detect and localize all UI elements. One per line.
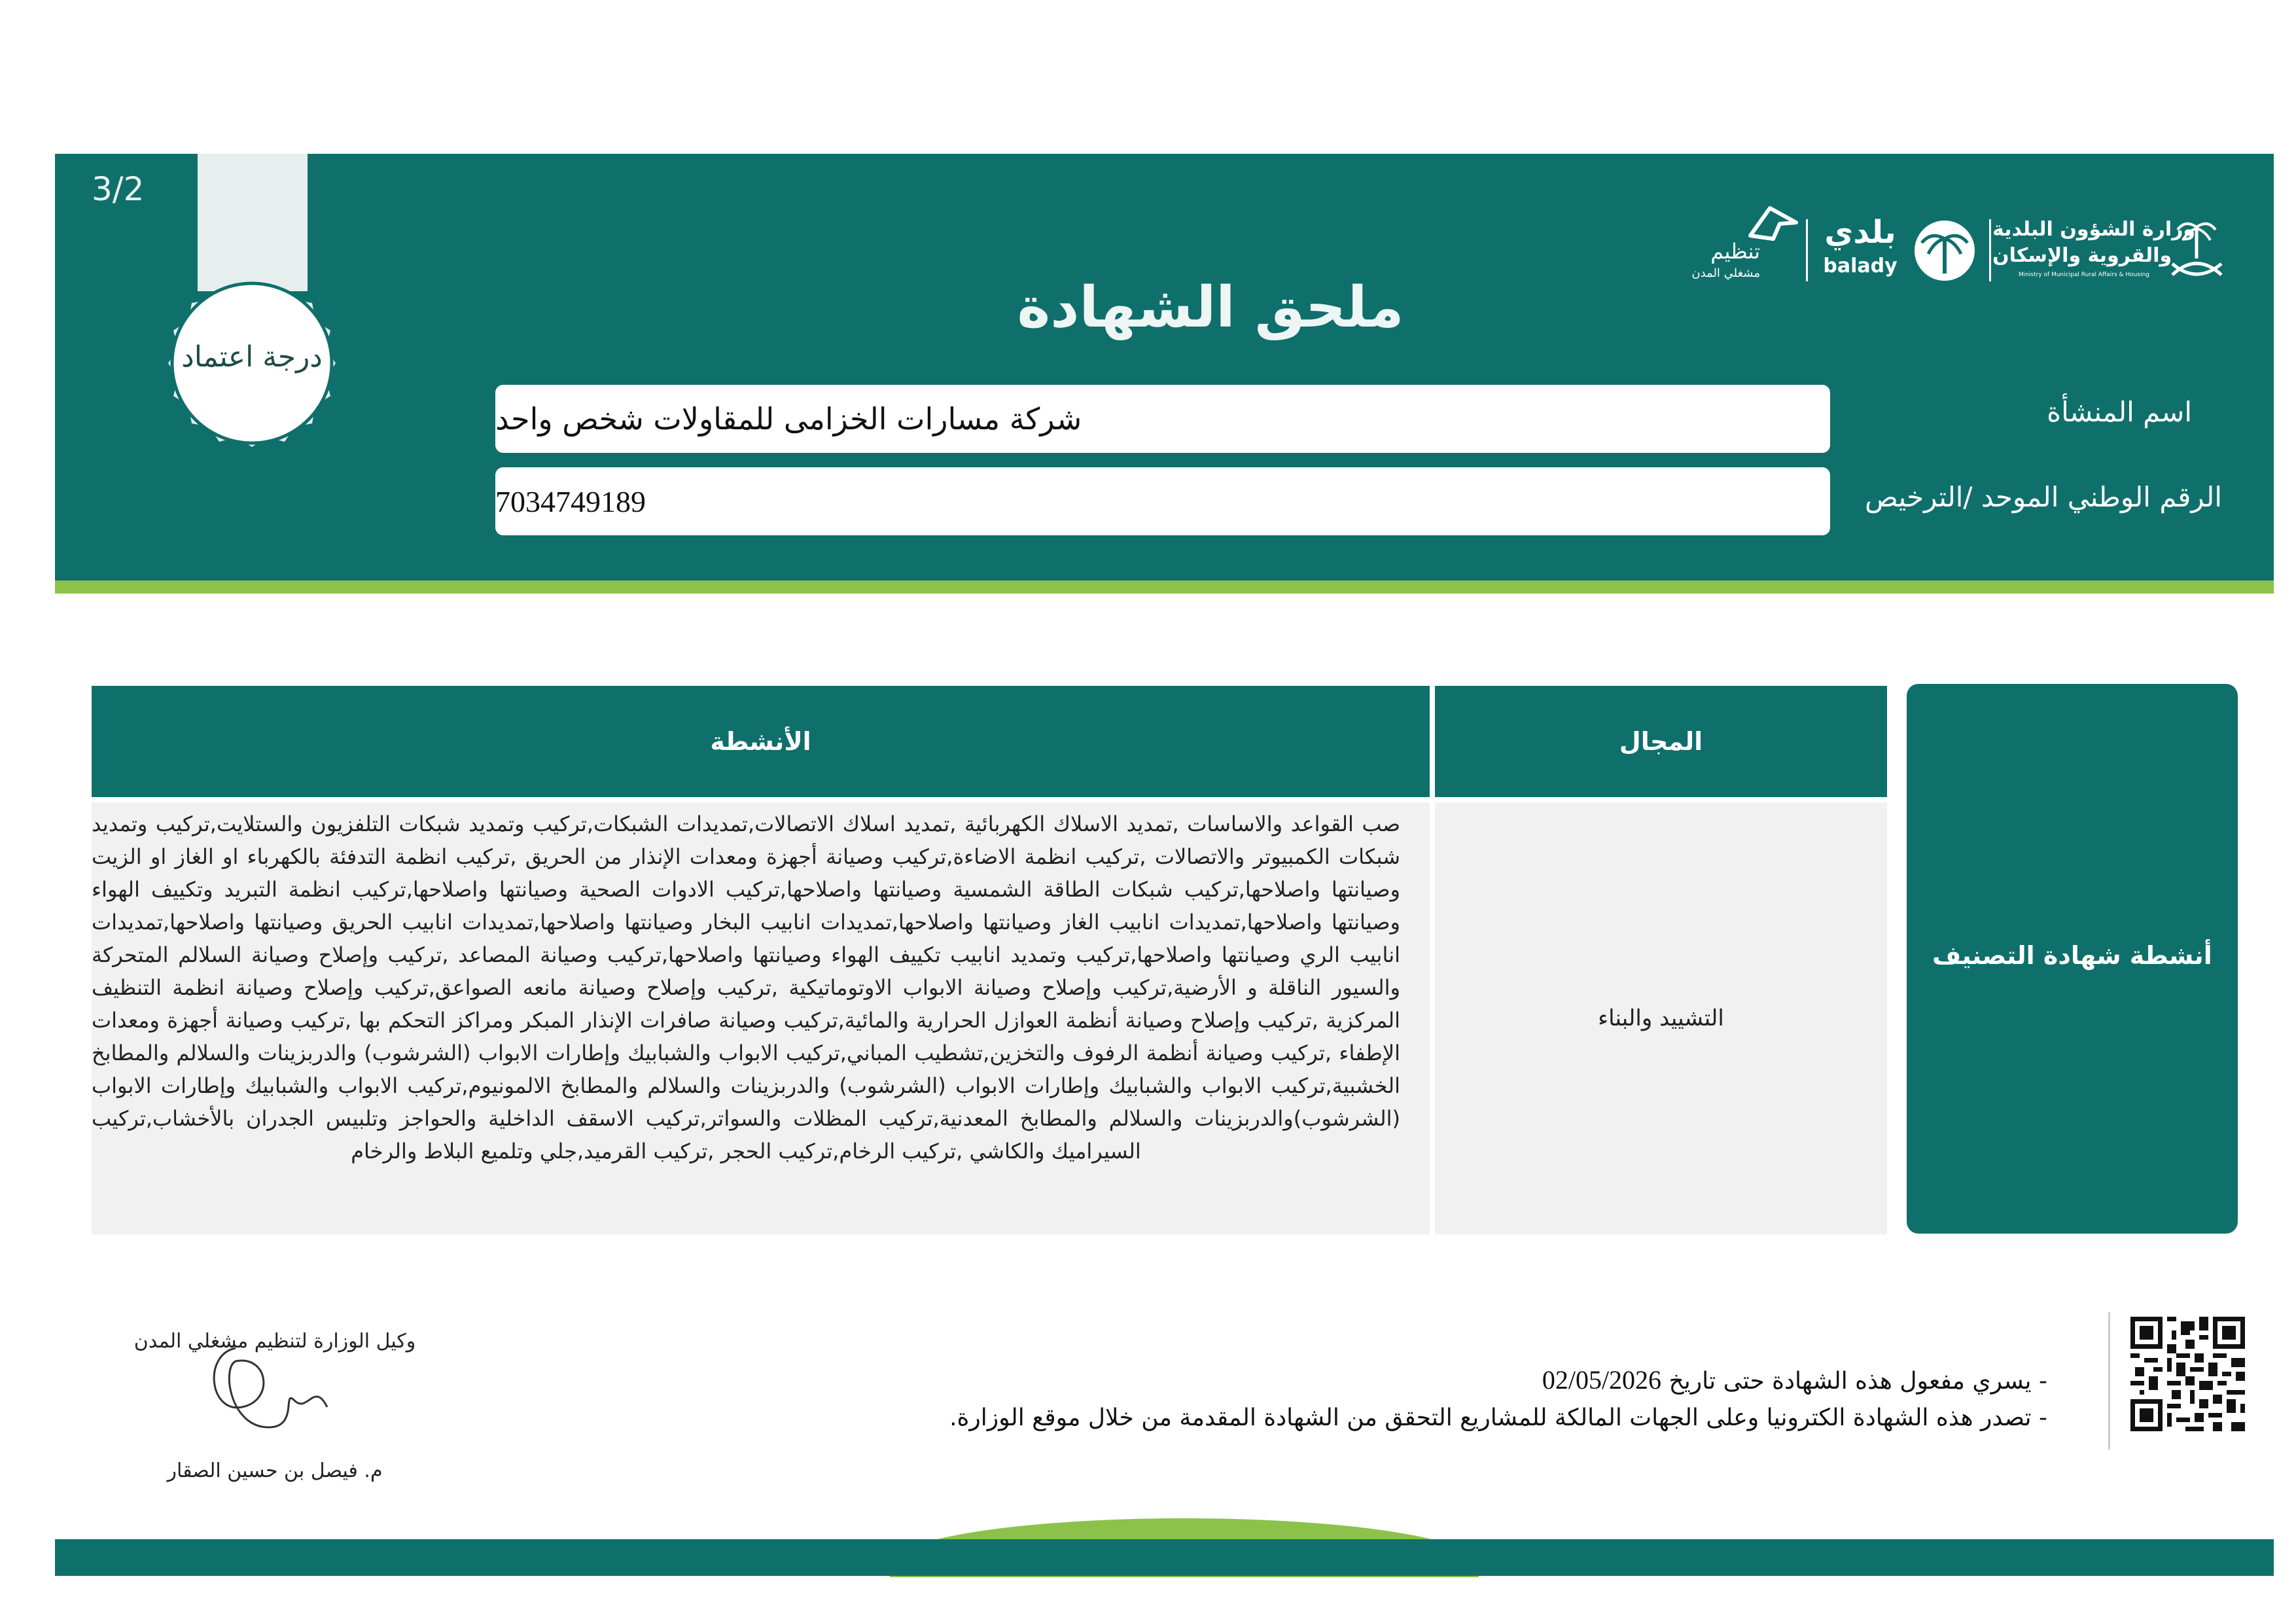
signatory-title: وكيل الوزارة لتنظيم مشغلي المدن — [133, 1330, 416, 1353]
balady-en-text: balady — [1823, 255, 1898, 277]
national-number-field — [495, 467, 1830, 535]
footer-bar — [55, 1539, 2274, 1576]
national-number-value: 7034749189 — [495, 484, 646, 518]
header-accent-line — [55, 580, 2274, 594]
field-value: التشييد والبناء — [1598, 1005, 1724, 1031]
verification-note: - تصدر هذه الشهادة الكترونيا وعلى الجهات المالكة للمشاريع التحقق من الشهادة المقدمة من خلال موقع الوزارة. — [949, 1404, 2047, 1431]
logo-divider-2 — [1989, 219, 1991, 281]
seal-label: درجة اعتماد — [181, 340, 323, 374]
validity-date: 02/05/2026 — [1542, 1365, 1662, 1395]
balady-ar-text: بلدي — [1824, 214, 1896, 251]
logos — [1662, 200, 2238, 291]
column-header-activities: الأنشطة — [92, 686, 1430, 797]
tanzeem-text: تنظيم — [1710, 239, 1760, 264]
ministry-name-en: Ministry of Municipal Rural Affairs & Housing — [2018, 272, 2149, 278]
facility-name-value: شركة مسارات الخزامى للمقاولات شخص واحد — [495, 401, 1082, 437]
saudi-emblem-icon — [2159, 213, 2234, 288]
classification-side-title: أنشطة شهادة التصنيف — [1932, 941, 2212, 970]
tanzeem-logo-icon — [1744, 203, 1803, 242]
facility-name-field — [495, 385, 1830, 453]
logo-divider — [1806, 219, 1808, 281]
tanzeem-subtext: مشغلي المدن — [1691, 266, 1760, 280]
national-number-label: الرقم الوطني الموحد /الترخيص — [1865, 481, 2222, 513]
facility-name-label: اسم المنشأة — [2047, 396, 2192, 428]
palm-emblem-icon — [1912, 218, 1977, 283]
page-number: 3/2 — [92, 170, 145, 208]
qr-separator — [2108, 1312, 2110, 1450]
activities-text: صب القواعد والاساسات ,تمديد الاسلاك الكهربائية ,تمديد اسلاك الاتصالات,تمديدات الشبكات,تركيب وتمديد شبكات التلفزيون والستلايت,تركيب وتمديد شبكات الكمبيوتر والاتصالات ,تركيب انظمة الاضاءة,تركيب وصيانة أجهزة ومعدات الإنذار من الحريق ,تركيب انظمة التدفئة بالكهرباء او الغاز او الزيت وصيانتها واصلاحها,تركيب شبكات الطاقة الشمسية وصيانتها واصلاحها,تركيب الادوات الصحية وصيانتها واصلاحها,تركيب انظمة التبريد وتكييف الهواء وصيانتها واصلاحها,تمديدات انابيب الغاز وصيانتها واصلاحها,تمديدات انابيب البخار وصيانتها واصلاحها,تمديدات انابيب الحريق وصيانتها واصلاحها,تمديدات انابيب الري وصيانتها واصلاحها,تركيب وتمديد انابيب تكييف الهواء وصيانتها واصلاحها,تركيب وصيانة المصاعد ,تركيب وإصلاح وصيانة السلالم المتحركة والسيور الناقلة و الأرضية,تركيب وإصلاح وصيانة الابواب الاوتوماتيكية ,تركيب وإصلاح وصيانة مانعه الصواعق,تركيب وإصلاح وصيانة انظمة التنظيف المركزية ,تركيب وإصلاح وصيانة أنظمة العوازل الحرارية والمائية,تركيب وصيانة صافرات الإنذار المبكر ومراكز التحكم بها ,تركيب وصيانة أجهزة ومعدات الإطفاء ,تركيب وصيانة أنظمة الرفوف والتخزين,تشطيب المباني,تركيب الابواب والشبابيك وإطارات الابواب (الشرشوب) والدربزينات والسلالم والمطابخ الخشبية,تركيب الابواب والشبابيك وإطارات الابواب (الشرشوب) والدربزينات والسلالم والمطابخ الالمونيوم,تركيب الابواب والشبابيك وإطارات الابواب (الشرشوب)والدربزينات والسلالم والمطابخ المعدنية,تركيب المظلات والسواتر,تركيب الاسقف الداخلية والحواجز وتلبيس الجدران بالأخشاب,تركيب السيراميك والكاشي ,تركيب الرخام,تركيب الحجر ,تركيب القرميد,جلي وتلميع البلاط والرخام — [92, 812, 1400, 1164]
validity-text: - يسري مفعول هذه الشهادة حتى تاريخ — [1669, 1368, 2047, 1395]
signature-icon — [196, 1329, 406, 1459]
qr-code-icon[interactable] — [2130, 1317, 2245, 1431]
signatory-name: م. فيصل بن حسين الصقار — [167, 1459, 383, 1482]
column-header-field: المجال — [1435, 686, 1887, 797]
ministry-name-line1: وزارة الشؤون البلدية — [1992, 218, 2196, 241]
page-title: ملحق الشهادة — [1017, 275, 1404, 340]
ministry-name-line2: والقروية والإسكان — [1992, 244, 2172, 267]
validity-note — [935, 1364, 2047, 1395]
